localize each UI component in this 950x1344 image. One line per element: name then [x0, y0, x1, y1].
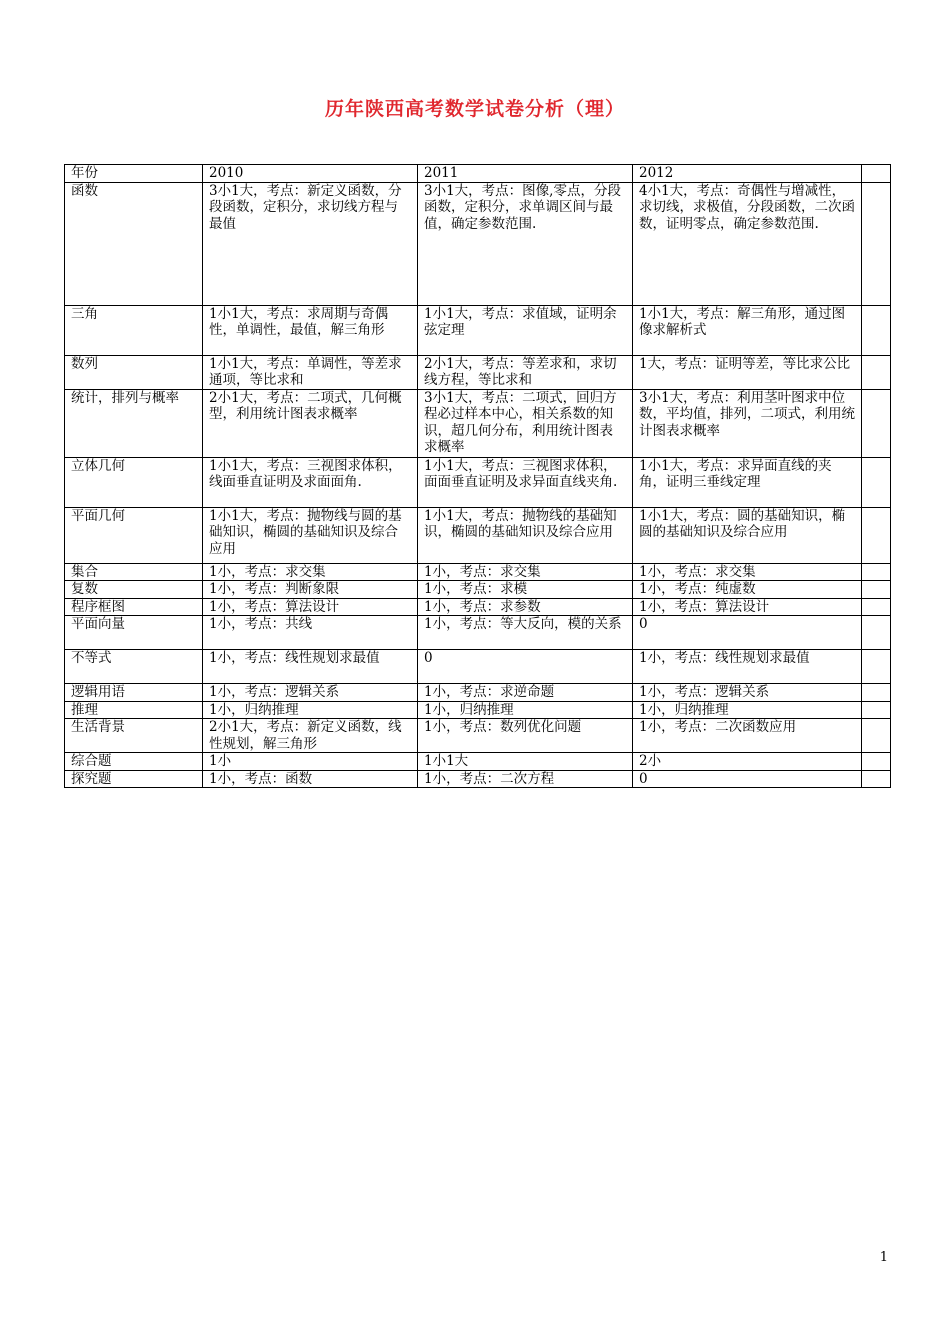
empty-cell: [862, 616, 891, 650]
cell-2012: 1小，考点：二次函数应用: [633, 719, 862, 753]
table-row: [65, 770, 891, 788]
cell-2011: 1小1大，考点：三视图求体积，面面垂直证明及求异面直线夹角.: [418, 457, 633, 507]
cell-2012: 1小，考点：算法设计: [633, 598, 862, 616]
cell-2010: 1小: [203, 753, 418, 771]
topic-cell: 平面几何: [65, 507, 203, 563]
cell-2010: 1小1大，考点：抛物线与圆的基础知识，椭圆的基础知识及综合应用: [203, 507, 418, 563]
topic-cell: 逻辑用语: [65, 684, 203, 702]
cell-2012: 1小，归纳推理: [633, 701, 862, 719]
topic-cell: 立体几何: [65, 457, 203, 507]
empty-cell: [862, 581, 891, 599]
empty-cell: [862, 598, 891, 616]
header-cell-2010: 2010: [203, 165, 418, 183]
cell-2012: 1小，考点：逻辑关系: [633, 684, 862, 702]
cell-2011: 1小1大: [418, 753, 633, 771]
cell-2010: 1小，考点：函数: [203, 770, 418, 788]
table-header-row: [65, 165, 891, 183]
empty-cell: [862, 507, 891, 563]
cell-2012: 1小，考点：纯虚数: [633, 581, 862, 599]
empty-cell: [862, 305, 891, 355]
table-row: [65, 616, 891, 650]
cell-2011: 1小，考点：二次方程: [418, 770, 633, 788]
cell-2010: 1小，考点：共线: [203, 616, 418, 650]
cell-2010: 1小，考点：判断象限: [203, 581, 418, 599]
topic-cell: 平面向量: [65, 616, 203, 650]
empty-cell: [862, 563, 891, 581]
cell-2010: 1小，考点：求交集: [203, 563, 418, 581]
cell-2012: 1小1大，考点：解三角形，通过图像求解析式: [633, 305, 862, 355]
topic-cell: 程序框图: [65, 598, 203, 616]
table-row: [65, 305, 891, 355]
empty-cell: [862, 650, 891, 684]
cell-2011: 1小，考点：求逆命题: [418, 684, 633, 702]
cell-2012: 3小1大，考点：利用茎叶图求中位数，平均值，排列，二项式，利用统计图表求概率: [633, 389, 862, 457]
cell-2010: 2小1大，考点：新定义函数，线性规划，解三角形: [203, 719, 418, 753]
table-row: [65, 389, 891, 457]
topic-cell: 函数: [65, 182, 203, 305]
cell-2011: 1小，考点：求交集: [418, 563, 633, 581]
empty-cell: [862, 719, 891, 753]
cell-2010: 1小，考点：线性规划求最值: [203, 650, 418, 684]
topic-cell: 复数: [65, 581, 203, 599]
cell-2010: 1小，考点：逻辑关系: [203, 684, 418, 702]
document-title: 历年陕西高考数学试卷分析（理）: [324, 98, 625, 120]
cell-2011: 1小，考点：求参数: [418, 598, 633, 616]
table-row: [65, 684, 891, 702]
cell-2011: 1小，归纳推理: [418, 701, 633, 719]
cell-2011: 3小1大，考点：图像,零点，分段函数，定积分，求单调区间与最值，确定参数范围.: [418, 182, 633, 305]
table-row: [65, 701, 891, 719]
topic-cell: 不等式: [65, 650, 203, 684]
cell-2012: 1小，考点：求交集: [633, 563, 862, 581]
table-row: [65, 753, 891, 771]
table-row: [65, 507, 891, 563]
page-number: 1: [879, 1250, 888, 1265]
cell-2011: 1小1大，考点：求值域，证明余弦定理: [418, 305, 633, 355]
topic-cell: 推理: [65, 701, 203, 719]
cell-2010: 1小1大，考点：单调性，等差求通项，等比求和: [203, 355, 418, 389]
cell-2011: 1小，考点：求模: [418, 581, 633, 599]
cell-2012: 4小1大，考点：奇偶性与增减性，求切线，求极值，分段函数，二次函数，证明零点，确定参数范围.: [633, 182, 862, 305]
topic-cell: 集合: [65, 563, 203, 581]
empty-cell: [862, 753, 891, 771]
table-row: [65, 719, 891, 753]
cell-2012: 1小1大，考点：求异面直线的夹角，证明三垂线定理: [633, 457, 862, 507]
empty-cell: [862, 355, 891, 389]
topic-cell: 数列: [65, 355, 203, 389]
empty-cell: [862, 389, 891, 457]
cell-2011: 2小1大，考点：等差求和，求切线方程，等比求和: [418, 355, 633, 389]
empty-cell: [862, 182, 891, 305]
cell-2012: 0: [633, 616, 862, 650]
table-row: [65, 457, 891, 507]
empty-cell: [862, 770, 891, 788]
header-cell-year: 年份: [65, 165, 203, 183]
header-cell-empty: [862, 165, 891, 183]
cell-2010: 2小1大，考点：二项式，几何概型，利用统计图表求概率: [203, 389, 418, 457]
cell-2012: 1小1大，考点：圆的基础知识，椭圆的基础知识及综合应用: [633, 507, 862, 563]
cell-2011: 1小，考点：数列优化问题: [418, 719, 633, 753]
table-row: [65, 563, 891, 581]
cell-2012: 2小: [633, 753, 862, 771]
cell-2010: 3小1大，考点：新定义函数，分段函数，定积分，求切线方程与最值: [203, 182, 418, 305]
table-row: [65, 355, 891, 389]
empty-cell: [862, 701, 891, 719]
cell-2012: 1大，考点：证明等差，等比求公比: [633, 355, 862, 389]
cell-2010: 1小1大，考点：求周期与奇偶性，单调性，最值，解三角形: [203, 305, 418, 355]
cell-2011: 1小，考点：等大反向，模的关系: [418, 616, 633, 650]
header-cell-2012: 2012: [633, 165, 862, 183]
empty-cell: [862, 684, 891, 702]
topic-cell: 综合题: [65, 753, 203, 771]
table-row: [65, 581, 891, 599]
topic-cell: 三角: [65, 305, 203, 355]
empty-cell: [862, 457, 891, 507]
table-row: [65, 650, 891, 684]
exam-analysis-table: [64, 164, 891, 788]
cell-2011: 3小1大，考点：二项式，回归方程必过样本中心，相关系数的知识，超几何分布，利用统计图表求概率: [418, 389, 633, 457]
cell-2010: 1小，考点：算法设计: [203, 598, 418, 616]
table-row: [65, 182, 891, 305]
cell-2012: 1小，考点：线性规划求最值: [633, 650, 862, 684]
cell-2011: 0: [418, 650, 633, 684]
topic-cell: 统计，排列与概率: [65, 389, 203, 457]
cell-2010: 1小，归纳推理: [203, 701, 418, 719]
cell-2010: 1小1大，考点：三视图求体积，线面垂直证明及求面面角.: [203, 457, 418, 507]
table-row: [65, 598, 891, 616]
topic-cell: 探究题: [65, 770, 203, 788]
cell-2012: 0: [633, 770, 862, 788]
topic-cell: 生活背景: [65, 719, 203, 753]
cell-2011: 1小1大，考点：抛物线的基础知识，椭圆的基础知识及综合应用: [418, 507, 633, 563]
header-cell-2011: 2011: [418, 165, 633, 183]
